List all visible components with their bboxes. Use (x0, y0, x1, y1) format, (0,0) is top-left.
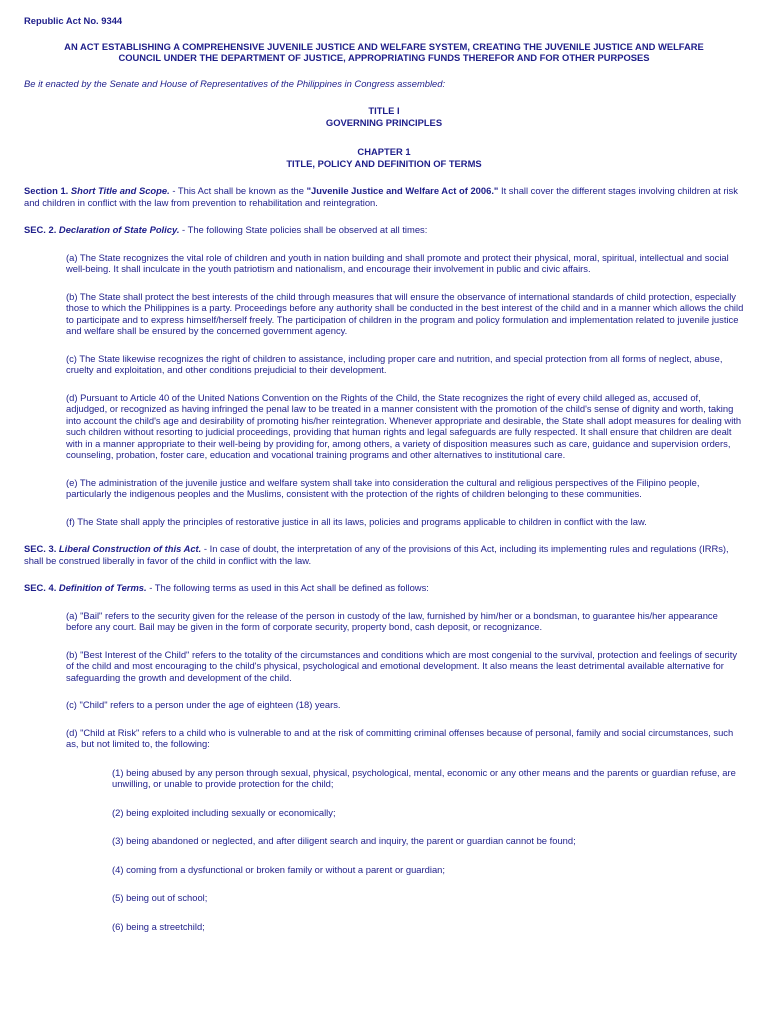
section-4-subitem: (4) coming from a dysfunctional or broken family or without a parent or guardian; (112, 863, 445, 875)
chapter-name: TITLE, POLICY AND DEFINITION OF TERMS (286, 157, 482, 169)
section-3-label: SEC. 3. (24, 543, 57, 554)
section-2 (24, 224, 744, 236)
section-1-label: Section 1. (24, 185, 69, 196)
section-4-subitem: (6) being a streetchild; (112, 920, 205, 932)
section-4-item: (a) "Bail" refers to the security given for the release of the person in custody of the law, furnished by him/her or a bondsman, to guarantee his/her appearance before any court. Bail may be given in the form of corporate security, property bond, cash deposit, or recognizance. (66, 609, 718, 632)
title-name: GOVERNING PRINCIPLES (325, 116, 443, 128)
section-2-item: (a) The State recognizes the vital role of children and youth in nation building and shall promote and protect their physical, moral, spiritual, intellectual and social well-being. It shall inculcate in the youth patriotism and nationalism, and encourage their involvement in public and civic affairs. (66, 251, 729, 274)
section-4-subitem: (3) being abandoned or neglected, and after diligent search and inquiry, the parent or guardian cannot be found; (112, 835, 576, 846)
section-4-subitem: (2) being exploited including sexually or economically; (112, 806, 336, 818)
act-title (24, 41, 744, 64)
section-3-text: - In case of doubt, the interpretation of any of the provisions of this Act, including its implementing rules and regulations (IRRs), shall be construed liberally in favor of the child in conflict with the law. (24, 543, 729, 566)
section-3-heading: Liberal Construction of this Act. (58, 543, 202, 554)
section-1-act-name: "Juvenile Justice and Welfare Act of 2006." (306, 185, 499, 196)
section-4-item: (d) "Child at Risk" refers to a child who is vulnerable to and at the risk of committing criminal offenses because of personal, family and social circumstances, such as, but not limited to, the following: (66, 726, 734, 749)
chapter-label: CHAPTER 1 (357, 146, 411, 157)
section-4-text: - The following terms as used in this Act shall be defined as follows: (146, 582, 429, 593)
chapter-heading (24, 146, 744, 169)
section-1-heading: Short Title and Scope. (70, 185, 170, 196)
section-2-heading: Declaration of State Policy. (58, 224, 180, 235)
section-2-item: (c) The State likewise recognizes the right of children to assistance, including proper care and nutrition, and special protection from all forms of neglect, abuse, cruelty and exploitation, and other conditions prejudicial to their development. (66, 352, 723, 375)
act-title-line-1: AN ACT ESTABLISHING A COMPREHENSIVE JUVENILE JUSTICE AND WELFARE SYSTEM, CREATING THE JUVENILE JUSTICE AND WELFARE (64, 40, 704, 52)
section-2-item: (e) The administration of the juvenile justice and welfare system shall take into consideration the cultural and religious perspectives of the Filipino people, particularly the indigenous peoples and the Muslims, consistent with the protection of the rights of children belonging to these communities. (66, 476, 700, 499)
section-4-subitem: (5) being out of school; (112, 892, 208, 903)
section-3 (24, 543, 744, 566)
section-2-text: - The following State policies shall be observed at all times: (179, 224, 428, 235)
section-4-label: SEC. 4. (24, 582, 57, 593)
title-heading (24, 105, 744, 128)
section-4-item: (b) "Best Interest of the Child" refers to the totality of the circumstances and conditions which are most congenial to the survival, protection and feelings of security of the child and most encouraging to the child's physical, psychological and emotional development. It also means the least detrimental available alternative for safeguarding the growth and development of the child. (66, 648, 738, 683)
section-1-text-b: It shall cover the different stages involving children at risk and children in conflict with the law from prevention to rehabilitation and reintegration. (24, 185, 738, 208)
section-4-item: (c) "Child" refers to a person under the age of eighteen (18) years. (66, 699, 341, 710)
section-2-item: (f) The State shall apply the principles of restorative justice in all its laws, policies and programs applicable to children in conflict with the law. (66, 515, 647, 527)
act-title-line-2: COUNCIL UNDER THE DEPARTMENT OF JUSTICE, APPROPRIATING FUNDS THEREFOR AND FOR OTHER PURPOSES (118, 52, 650, 63)
enacting-clause: Be it enacted by the Senate and House of Representatives of the Philippines in Congress assembled: (24, 77, 446, 89)
republic-act-number: Republic Act No. 9344 (24, 15, 123, 26)
section-2-item: (b) The State shall protect the best interests of the child through measures that will ensure the observance of international standards of child protection, especially those to which the Philippines is a party. Proceedings before any authority shall be conducted in the best interest of the child and in a manner which allows the child to participate and to express himself/herself freely. The participation of children in the program and policy formulation and implementation related to juvenile justice and welfare shall be ensured by the concerned government agency. (66, 290, 744, 336)
section-2-item: (d) Pursuant to Article 40 of the United Nations Convention on the Rights of the Child, the State recognizes the right of every child alleged as, accused of, adjudged, or recognized as having infringed the penal law to be treated in a manner consistent with the promotion of the child's sense of dignity and worth, taking into account the child's age and desirability of promoting his/her reintegration. Whenever appropriate and desirable, the State shall adopt measures for dealing with such children without resorting to judicial proceedings, providing that human rights and legal safeguards are fully respected. It shall ensure that children are dealt with in a manner appropriate to their well-being by providing for, among others, a variety of disposition measures such as care, guidance and supervision orders, counseling, probation, foster care, education and vocational training programs and other alternatives to institutional care. (66, 391, 742, 460)
title-label: TITLE I (368, 105, 400, 116)
section-2-label: SEC. 2. (24, 224, 57, 235)
section-1 (24, 185, 744, 208)
section-4-heading: Definition of Terms. (58, 582, 147, 593)
section-1-text-a: - This Act shall be known as the (169, 185, 307, 196)
section-4-subitem: (1) being abused by any person through sexual, physical, psychological, mental, economic or any other means and the parents or guardian refuse, are unwilling, or unable to provide protection for the child; (112, 766, 736, 789)
section-4 (24, 582, 744, 594)
